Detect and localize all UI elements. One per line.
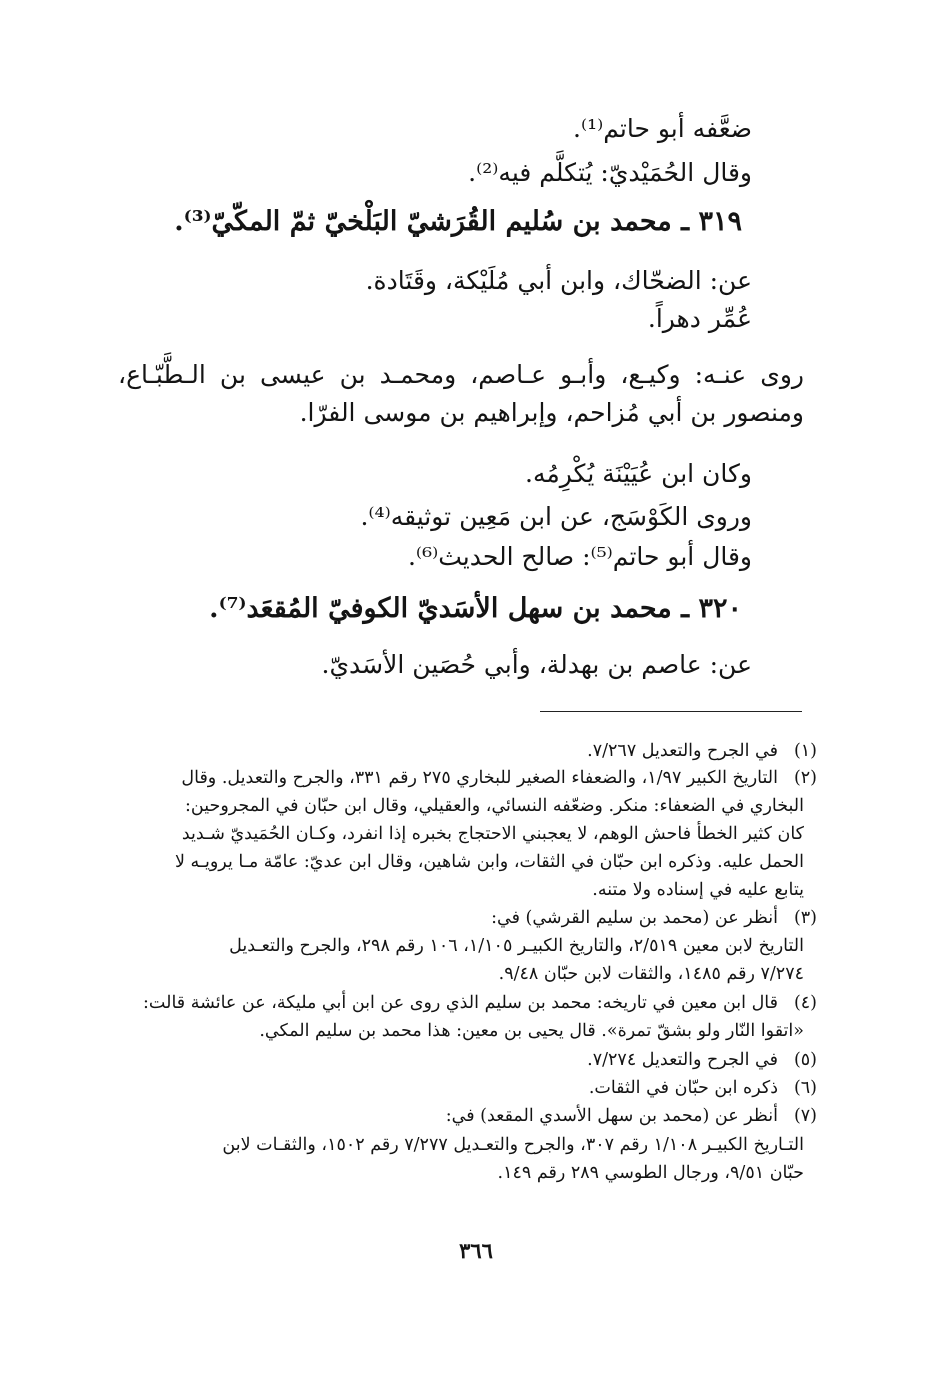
footnote-continuation: كان كثير الخطأ فاحش الوهم، لا يعجبني الاحتجاج بخبره إذا انفرد، وكـان الحُمَيديّ شـديد: [181, 824, 804, 844]
footnote-number: (٥): [793, 1050, 817, 1070]
footnote-text: ذكره ابن حبّان في الثقات.: [588, 1078, 778, 1098]
footnote-text: في الجرح والتعديل ٧/٢٦٧.: [587, 741, 778, 761]
footnote-number: (٣): [793, 908, 817, 928]
footnote-number: (٦): [793, 1078, 817, 1098]
footnote-continuation: حبّان ٩/٥١، ورجال الطوسي ٢٨٩ رقم ١٤٩.: [497, 1163, 804, 1183]
text-line: عن: عاصم بن بهدلة، وأبي حُصَين الأسَديّ.: [321, 650, 752, 679]
footnote-number: (١): [793, 741, 817, 761]
entry-heading-320: ٣٢٠ ـ محمد بن سهل الأسَديّ الكوفيّ المُقعَد⁽⁷⁾.: [209, 593, 742, 624]
footnote-number: (٢): [793, 768, 817, 788]
page-number: ٣٦٦: [459, 1238, 493, 1263]
footnote-continuation: البخاري في الضعفاء: منكر. وضعّفه النسائي، والعقيلي، وقال ابن حبّان في المجروحين:: [185, 796, 804, 816]
footnote-continuation: التـاريخ الكبيـر ١/١٠٨ رقم ٣٠٧، والجرح والتعـديل ٧/٢٧٧ رقم ١٥٠٢، والثقـات لابن: [222, 1135, 804, 1155]
footnote-continuation: ٧/٢٧٤ رقم ١٤٨٥، والثقات لابن حبّان ٩/٤٨.: [498, 964, 804, 984]
footnote-continuation: يتابع عليه في إسناده ولا متنه.: [592, 880, 804, 900]
footnote-number: (٧): [793, 1106, 817, 1126]
footnote-text: في الجرح والتعديل ٧/٢٧٤.: [587, 1050, 778, 1070]
footnote-continuation: الحمل عليه. وذكره ابن حبّان في الثقات، وابن شاهين، وقال ابن عديّ: عامّة مـا يرويـه لا: [174, 852, 804, 872]
footnote-text: التاريخ الكبير ١/٩٧، والضعفاء الصغير للبخاري ٢٧٥ رقم ٣٣١، والجرح والتعديل. وقال: [181, 768, 778, 788]
text-line: ضعَّفه أبو حاتم⁽¹⁾.: [573, 114, 752, 143]
text-line: روى عنـه: وكيـع، وأبـو عـاصم، ومحمـد بن عيسى بن الـطَّبّـاع،: [118, 360, 804, 389]
text-line: عُمِّر دهراً.: [647, 304, 752, 333]
footnote-divider: [540, 711, 802, 712]
footnote-continuation: «اتقوا النّار ولو بشقّ تمرة». قال يحيى بن معين: هذا محمد بن سليم المكي.: [259, 1021, 804, 1041]
text-line: وقال أبو حاتم⁽⁵⁾: صالح الحديث⁽⁶⁾.: [407, 542, 752, 571]
text-line: ومنصور بن أبي مُزاحم، وإبراهيم بن موسى الفرّا.: [299, 398, 804, 427]
entry-heading-319: ٣١٩ ـ محمد بن سُليم القُرَشيّ البَلْخيّ ثمّ المكّيّ⁽³⁾.: [174, 206, 742, 237]
footnote-text: قال ابن معين في تاريخه: محمد بن سليم الذي روى عن ابن أبي مليكة، عن عائشة قالت:: [143, 993, 778, 1013]
text-line: وروى الكَوْسَج، عن ابن مَعِين توثيقه⁽⁴⁾.: [360, 502, 752, 531]
footnote-continuation: التاريخ لابن معين ٢/٥١٩، والتاريخ الكبيـر ١/١٠٥، ١٠٦ رقم ٢٩٨، والجرح والتعـديل: [229, 936, 804, 956]
text-line: وكان ابن عُيَيْنَة يُكْرِمُه.: [525, 459, 752, 488]
footnote-number: (٤): [793, 993, 817, 1013]
footnote-text: أنظر عن (محمد بن سهل الأسدي المقعد) في:: [445, 1106, 778, 1126]
text-line: عن: الضحّاك، وابن أبي مُلَيْكة، وقَتَادة.: [365, 266, 752, 295]
footnote-text: أنظر عن (محمد بن سليم القرشي) في:: [491, 908, 778, 928]
text-line: وقال الحُمَيْديّ: يُتكلَّم فيه⁽²⁾.: [468, 158, 752, 187]
